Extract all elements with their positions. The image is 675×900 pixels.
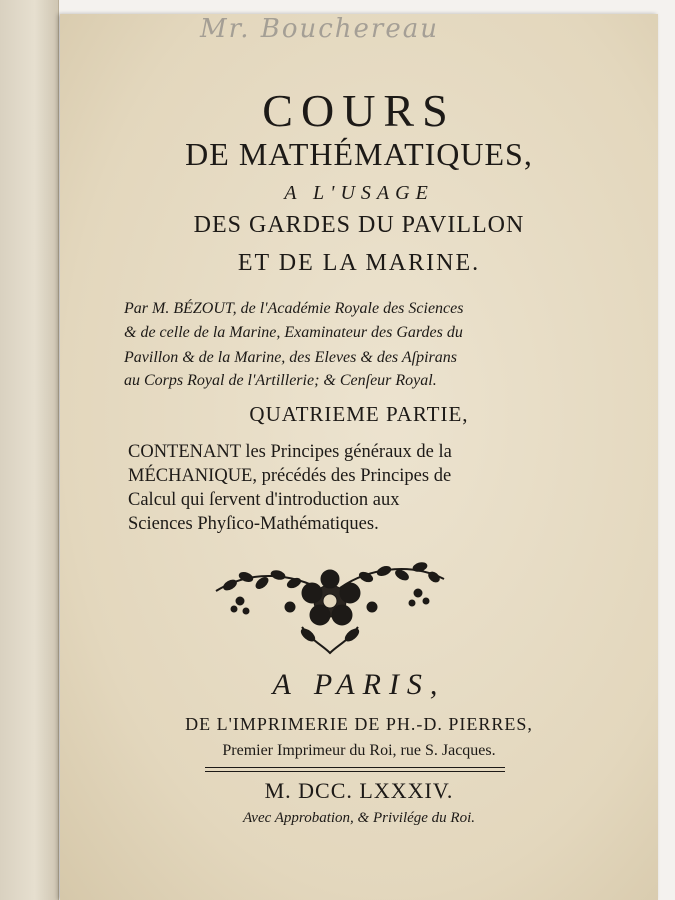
title-page bbox=[60, 14, 658, 900]
approbation: Avec Approbation, & Privilége du Roi. bbox=[242, 810, 476, 826]
content-line: Calcul qui ſervent d'introduction aux bbox=[128, 490, 400, 510]
publication-date: M. DCC. LXXXIV. bbox=[264, 778, 454, 803]
content-line: MÉCHANIQUE, précédés des Principes de bbox=[128, 466, 452, 486]
double-rule-bottom bbox=[205, 771, 505, 772]
title-line-5: ET DE LA MARINE. bbox=[237, 250, 481, 276]
facing-page-edge bbox=[0, 0, 59, 900]
title-line-1: COURS bbox=[262, 85, 456, 136]
title-line-4: DES GARDES DU PAVILLON bbox=[193, 212, 525, 238]
imprint-place: A PARIS, bbox=[272, 668, 446, 701]
content-line: Sciences Phyſico-Mathématiques. bbox=[128, 514, 379, 534]
imprint-printer-detail: Premier Imprimeur du Roi, rue S. Jacques. bbox=[222, 742, 496, 759]
floral-ornament bbox=[212, 549, 448, 659]
handwritten-signature: Mr. Bouchereau bbox=[200, 14, 439, 44]
author-line: & de celle de la Marine, Examinateur des Gardes du bbox=[124, 324, 463, 341]
title-line-3: A L'USAGE bbox=[284, 182, 434, 204]
content-line: CONTENANT les Principes généraux de la bbox=[128, 442, 452, 462]
double-rule-top bbox=[205, 767, 505, 768]
title-line-2: DE MATHÉMATIQUES, bbox=[185, 136, 533, 172]
part-title: QUATRIEME PARTIE, bbox=[249, 402, 469, 426]
author-line: Pavillon & de la Marine, des Eleves & des Aſpirans bbox=[124, 349, 457, 366]
author-line: Par M. BÉZOUT, de l'Académie Royale des Sciences bbox=[124, 300, 464, 317]
imprint-printer: DE L'IMPRIMERIE DE PH.-D. PIERRES, bbox=[185, 714, 533, 734]
author-line: au Corps Royal de l'Artillerie; & Cenſeur Royal. bbox=[124, 372, 437, 389]
